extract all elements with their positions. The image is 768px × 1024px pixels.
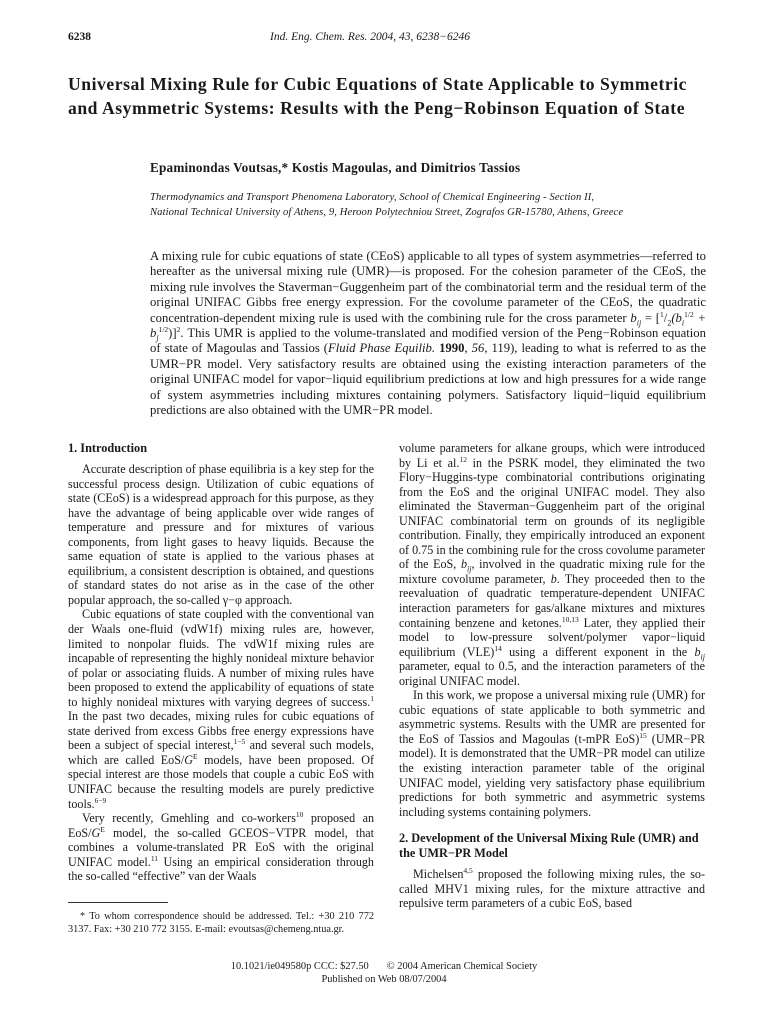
running-header <box>68 31 700 47</box>
section-gap <box>399 819 705 831</box>
paragraph: Cubic equations of state coupled with the conventional van der Waals one-fluid (vdW1f) mixing rules are, however, limited to nonpolar fluids. The vdW1f mixing rules are incapable of representing the highly nonideal mixture behavior of polar or associating fluids. A number of mixing rules have been proposed to extend the applicability of equations of state to highly nonideal mixtures with varying degrees of success.$^1$ In the past two decades, mixing rules for cubic equations of state derived from excess Gibbs free energy expressions have been a subject of special interest,$^{1-5}$ and several such models, which are called EoS/$G^E$ models, have been proposed. Of special interest are those models that couple a cubic EoS with UNIFAC because the resulting models are purely predictive tools.$^{6-9}$ <box>68 607 374 811</box>
footnote-divider <box>68 902 168 903</box>
paragraph: In this work, we propose a universal mixing rule (UMR) for cubic equations of state applicable to both symmetric and asymmetric systems. Results with the UMR are presented for the EoS of Tassios and Magoulas (t-mPR EoS)$^{15}$ (UMR−PR model). It is demonstrated that the UMR−PR model can utilize the existing interaction parameter table of the original UNIFAC model, yielding very satisfactory phase equilibrium predictions for both symmetric and asymmetric systems including systems containing polymers. <box>399 688 706 819</box>
page-number: 6238 <box>68 31 91 43</box>
section-heading-introduction: 1. Introduction <box>68 441 148 455</box>
abstract: A mixing rule for cubic equations of state (CEoS) applicable to all types of system asymmetries—referred to hereafter as the universal mixing rule (UMR)—is proposed. For the cohesion parameter of the CEoS, the mixing rule involves the Staverman−Guggenheim part of the combinatorial term and the residual term of the original UNIFAC Gibbs free energy expression. For the covolume parameter of the CEoS, the quadratic concentration-dependent mixing rule is used with the combining rule for the cross parameter $b_{ij} = [^1/_2(b_i^{1/2} + b_j^{1/2})]^2$. This UMR is applied to the volume-translated and modified version of the Peng−Robinson equation of state of Magoulas and Tassios (Fluid Phase Equilib. 1990, 56, 119), leading to what is referred to as the UMR−PR model. Very satisfactory results are obtained using the existing interaction parameters of the original UNIFAC model for vapor−liquid equilibrium predictions at low and high pressures for a wide range of system asymmetries including mixtures containing polymers. Satisfactory liquid−liquid equilibrium predictions are also obtained with the UMR−PR model. <box>150 249 707 418</box>
paragraph: Very recently, Gmehling and co-workers$^{10}$ proposed an EoS/$G^E$ model, the so-called GCEOS−VTPR model, that combines a volume-translated PR EoS with the original UNIFAC model.$^{11}$ Using an empirical consideration through the so-called “effective” van der Waals <box>68 810 374 884</box>
paragraph: volume parameters for alkane groups, which were introduced by Li et al.$^{12}$ in the PSRK model, they eliminated the two Flory−Huggins-type combinatorial contributions originating from the EoS and the original UNIFAC model. They also eliminated the Staverman−Guggenheim part of the original UNIFAC combinatorial term on grounds of its negligible contribution. Finally, they empirically introduced an exponent of 0.75 in the combining rule for the cross covolume parameter of the EoS, $b_{ij}$, involved in the quadratic mixing rule for the mixture covolume parameter, b. They proceeded then to the reevaluation of quadratic temperature-dependent UNIFAC interaction parameters for gas/alkane mixtures and mixtures containing benzene and ketones.$^{10,13}$ Later, they applied their model to low-pressure solvent/polymer vapor−liquid equilibrium (VLE)$^{14}$ using a different exponent in the $b_{ij}$ parameter, equal to 0.5, and the interaction parameters of the original UNIFAC model. <box>399 441 706 688</box>
article-title: Universal Mixing Rule for Cubic Equations of State Applicable to Symmetric and Asymmetric Systems: Results with the Peng−Robinson Equation of State <box>68 74 688 118</box>
doi-price: 10.1021/ie049580p CCC: $27.50 <box>230 961 369 972</box>
cited-journal: Fluid Phase Equilib. <box>328 341 436 356</box>
publication-date: Published on Web 08/07/2004 <box>321 974 447 985</box>
right-column <box>399 441 705 911</box>
paragraph: Accurate description of phase equilibria is a key step for the successful process design. Utilization of cubic equations of state (CEoS) is a widespread approach for this purpose, as they have the advantage of being applicable over wide ranges of temperature and pressure and for mixtures of various components, from light gases to heavy liquids. Because the same equation of state is applied to the various phases at equilibrium, a consistent description is obtained, and questions of standard states do not arise as in the case of the other popular approach, the so-called γ−φ approach. <box>68 462 374 607</box>
journal-reference: Ind. Eng. Chem. Res. 2004, 43, 6238−6246 <box>270 31 471 43</box>
page-footer <box>68 960 700 986</box>
left-column <box>68 441 374 884</box>
affiliation-line-2: National Technical University of Athens, 9, Heroon Polytechniou Street, Zografos GR-15780, Athens, Greece <box>150 207 624 218</box>
copyright: © 2004 American Chemical Society <box>386 961 538 972</box>
affiliation <box>150 190 730 220</box>
paragraph: Michelsen$^{4,5}$ proposed the following mixing rules, the so-called MHV1 mixing rules, for the mixture attractive and repulsive term parameters of a cubic EoS, based <box>399 866 705 911</box>
author-list: Epaminondas Voutsas,* Kostis Magoulas, and Dimitrios Tassios <box>150 160 521 175</box>
affiliation-line-1: Thermodynamics and Transport Phenomena Laboratory, School of Chemical Engineering - Section II, <box>150 192 595 203</box>
section-heading-development: 2. Development of the Universal Mixing Rule (UMR) and the UMR−PR Model <box>399 831 699 861</box>
correspondence-footnote: * To whom correspondence should be addressed. Tel.: +30 210 772 3137. Fax: +30 210 772 3155. E-mail: evoutsas@chemeng.ntua.gr. <box>68 911 374 936</box>
